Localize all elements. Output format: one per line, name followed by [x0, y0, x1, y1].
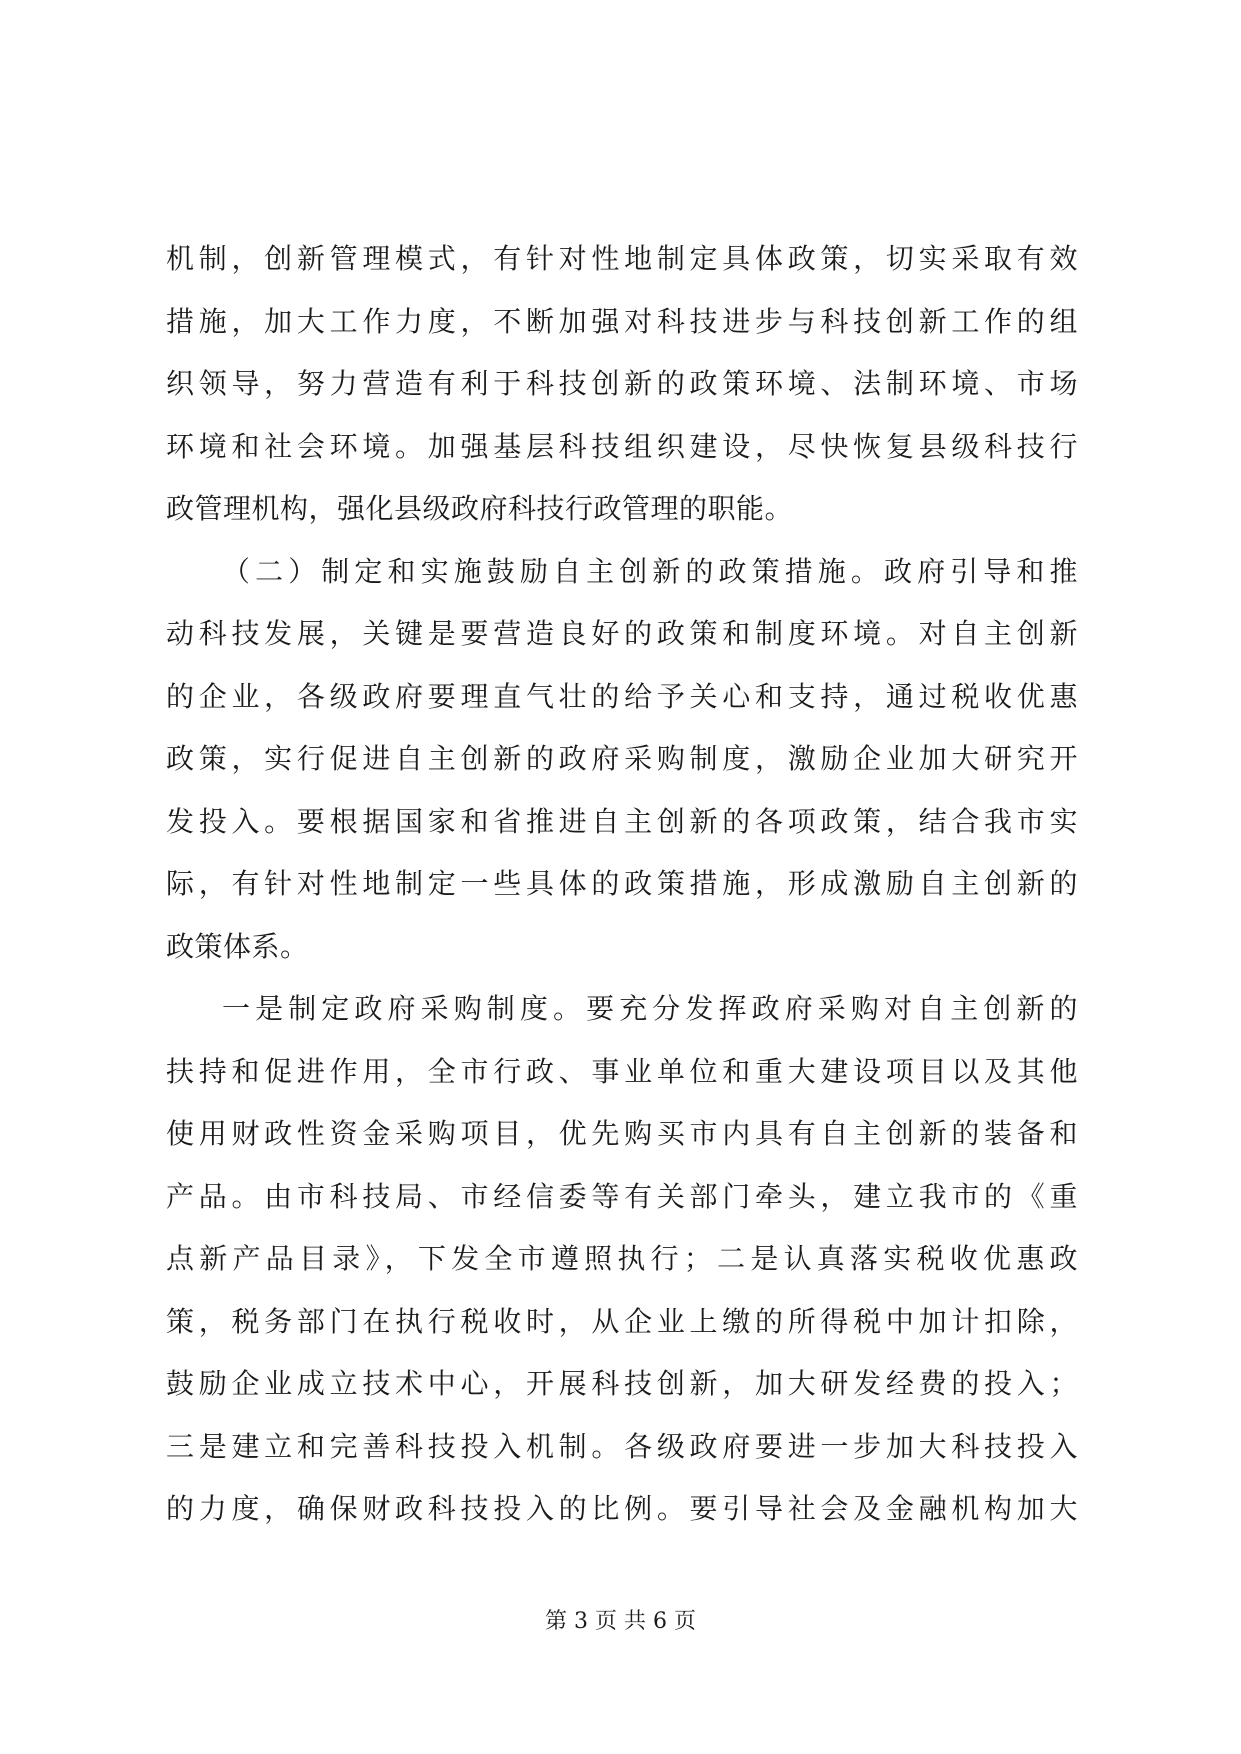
text-line: 一是制定政府采购制度。要充分发挥政府采购对自主创新的	[222, 992, 1078, 1025]
text-line: 政策，实行促进自主创新的政府采购制度，激励企业加大研究开	[166, 742, 1078, 775]
text-line: 三是建立和完善科技投入机制。各级政府要进一步加大科技投入	[166, 1429, 1078, 1463]
text-line: 点新产品目录》，下发全市遵照执行；二是认真落实税收优惠政	[166, 1242, 1078, 1275]
text-line: 的企业，各级政府要理直气壮的给予关心和支持，通过税收优惠	[166, 679, 1078, 713]
text-line: 政策体系。	[166, 929, 309, 963]
text-line: 织领导，努力营造有利于科技创新的政策环境、法制环境、市场	[166, 367, 1078, 400]
text-line: 环境和社会环境。加强基层科技组织建设，尽快恢复县级科技行	[166, 429, 1078, 463]
text-line: 策，税务部门在执行税收时，从企业上缴的所得税中加计扣除，	[166, 1304, 1078, 1338]
text-line: 措施，加大工作力度，不断加强对科技进步与科技创新工作的组	[166, 304, 1078, 338]
text-line: （二）制定和实施鼓励自主创新的政策措施。政府引导和推	[222, 554, 1078, 588]
text-line: 发投入。要根据国家和省推进自主创新的各项政策，结合我市实	[166, 804, 1078, 838]
text-line: 政管理机构，强化县级政府科技行政管理的职能。	[166, 492, 794, 525]
page-number-footer: 第 3 页 共 6 页	[545, 1609, 696, 1634]
text-line: 鼓励企业成立技术中心，开展科技创新，加大研发经费的投入；	[166, 1367, 1078, 1400]
text-line: 产品。由市科技局、市经信委等有关部门牵头，建立我市的《重	[166, 1179, 1078, 1213]
text-line: 机制，创新管理模式，有针对性地制定具体政策，切实采取有效	[166, 242, 1078, 275]
body-text	[166, 228, 1078, 1541]
text-line: 的力度，确保财政科技投入的比例。要引导社会及金融机构加大	[166, 1492, 1078, 1525]
text-line: 动科技发展，关键是要营造良好的政策和制度环境。对自主创新	[166, 617, 1078, 650]
text-line: 使用财政性资金采购项目，优先购买市内具有自主创新的装备和	[166, 1117, 1078, 1150]
text-line: 际，有针对性地制定一些具体的政策措施，形成激励自主创新的	[166, 867, 1078, 900]
text-line: 扶持和促进作用，全市行政、事业单位和重大建设项目以及其他	[166, 1054, 1078, 1088]
